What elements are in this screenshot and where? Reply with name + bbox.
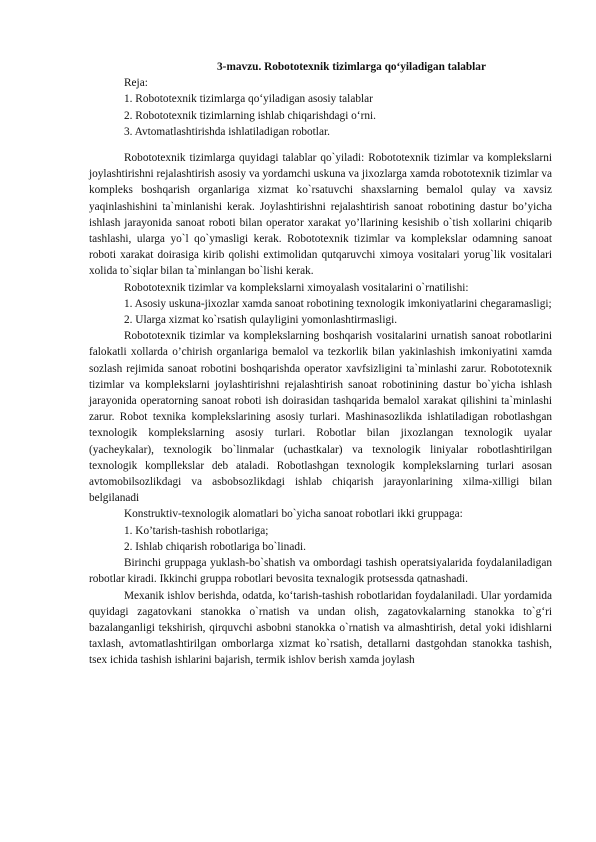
paragraph-protection-item-1: 1. Asosiy uskuna-jixozlar xamda sanoat robotining texnologik imkoniyatlarini chegaramasligi;: [124, 297, 552, 310]
plan-item-2: 2. Robototexnik tizimlarning ishlab chiqarishdagi o‘rni.: [124, 109, 376, 122]
plan-item-3: 3. Avtomatlashtirishda ishlatiladigan robotlar.: [124, 125, 330, 138]
paragraph-groups-heading: Konstruktiv-texnologik alomatlari bo`yicha sanoat robotlari ikki gruppaga:: [124, 508, 463, 521]
paragraph-control-means: Robototexnik tizimlar va komplekslarning boshqarish vositalarini urnatish sanoat robotlarini falokatli xollarda o’chirish organlariga bemalol va tezkorlik bilan yakinlashish imkoniyatini xamda sozlash rejimida sanoat robotini boshqarishda operator xavfsizligini ta`minlashi zarur. Robototexnik tizimlar va komplekslarni joylashtirishni rejalashtirish sanoat robotinining dastur bo`yicha ishlash jarayonida operatorning sanoat roboti ish doirasidan tashqarida bemalol xarakat qilishini ta`minlashi zarur. Robot texnika komplekslarining asosiy turlari. Mashinasozlikda ishlatiladigan robotlashgan texnologik komplekslarning asosiy turlari. Robotlar bilan jixozlangan texnologik uyalar (yacheykalar), texnologik bo`linmalar (uchastkalar) va texnologik liniyalar robotlashtirilgan texnologik kompllekslar deb ataladi. Robotlashgan texnologik komplekslarning turlari asosan avtomobilsozlikdagi va asbobsozlikdagi ishlab chiqarish jarayonlarining xilma-xilligi bilan belgilanadi: [89, 330, 552, 505]
paragraph-group-2: 2. Ishlab chiqarish robotlariga bo`linadi.: [124, 540, 306, 553]
plan-heading: Reja:: [124, 77, 148, 90]
paragraph-protection-heading: Robototexnik tizimlar va komplekslarni ximoyalash vositalarini o`rnatilishi:: [124, 281, 469, 294]
document-title: 3-mavzu. Robototexnik tizimlarga qo‘yiladigan talablar: [217, 61, 486, 73]
paragraph-groups-description: Birinchi gruppaga yuklash-bo`shatish va ombordagi tashish operatsiyalarida foydalaniladigan robotlar kiradi. Ikkinchi gruppa robotlari bevosita texnalogik protsessda qatnashadi.: [89, 557, 552, 586]
paragraph-machining: Mexanik ishlov berishda, odatda, ko‘tarish-tashish robotlaridan foydalaniladi. Ular yordamida quyidagi zagatovkani stanokka o`rnatish va undan olish, zagatovkalarning stanokka to`g‘ri bazalanganligi tekshirish, qirquvchi asbobni stanokka o`rnatish va almashtirish, detal yoki idishlarni taxlash, avtomatlashtirilgan omborlarga xizmat ko`rsatish, detallarni dastgohdan stanokka tashish, tsex ichida tashish ishlarini bajarish, termik ishlov berish xamda joylash: [89, 589, 552, 667]
paragraph-group-1: 1. Ko’tarish-tashish robotlariga;: [124, 524, 269, 537]
paragraph-requirements: Robototexnik tizimlarga quyidagi talablar qo`yiladi: Robototexnik tizimlar va komplekslarni joylashtirishni rejalashtirish asosiy va yordamchi uskuna va jixozlarga xamda robototexnik tizimlar va kompleks boshqarish organlariga xizmat ko`rsatuvchi shaxslarning bemalol qulay va xavsiz yaqinlashishini ta`minlanishi kerak. Joylashtirishni rejalashtirish sanoat robotining dastur bo’yicha ishlash jarayonida sanoat roboti bilan operator xarakat yo’llarining kesishib o`tish xollarini chiqarib tashlashi, ularga yo`l qo`ymasligi kerak. Robototexnik tizimlar va komplekslar odamning sanoat roboti xarakat doirasiga kirib qolishi extimolidan qutqaruvchi ximoya vositalari yorug`lik vositalari xolida to`siqlar bilan ta`minlangan bo`lishi kerak.: [89, 152, 552, 278]
plan-item-1: 1. Robototexnik tizimlarga qo‘yiladigan asosiy talablar: [124, 93, 373, 106]
document-page: [89, 59, 552, 669]
paragraph-protection-item-2: 2. Ularga xizmat ko`rsatish qulayligini yomonlashtirmasligi.: [124, 314, 398, 327]
spacer: [89, 140, 552, 150]
